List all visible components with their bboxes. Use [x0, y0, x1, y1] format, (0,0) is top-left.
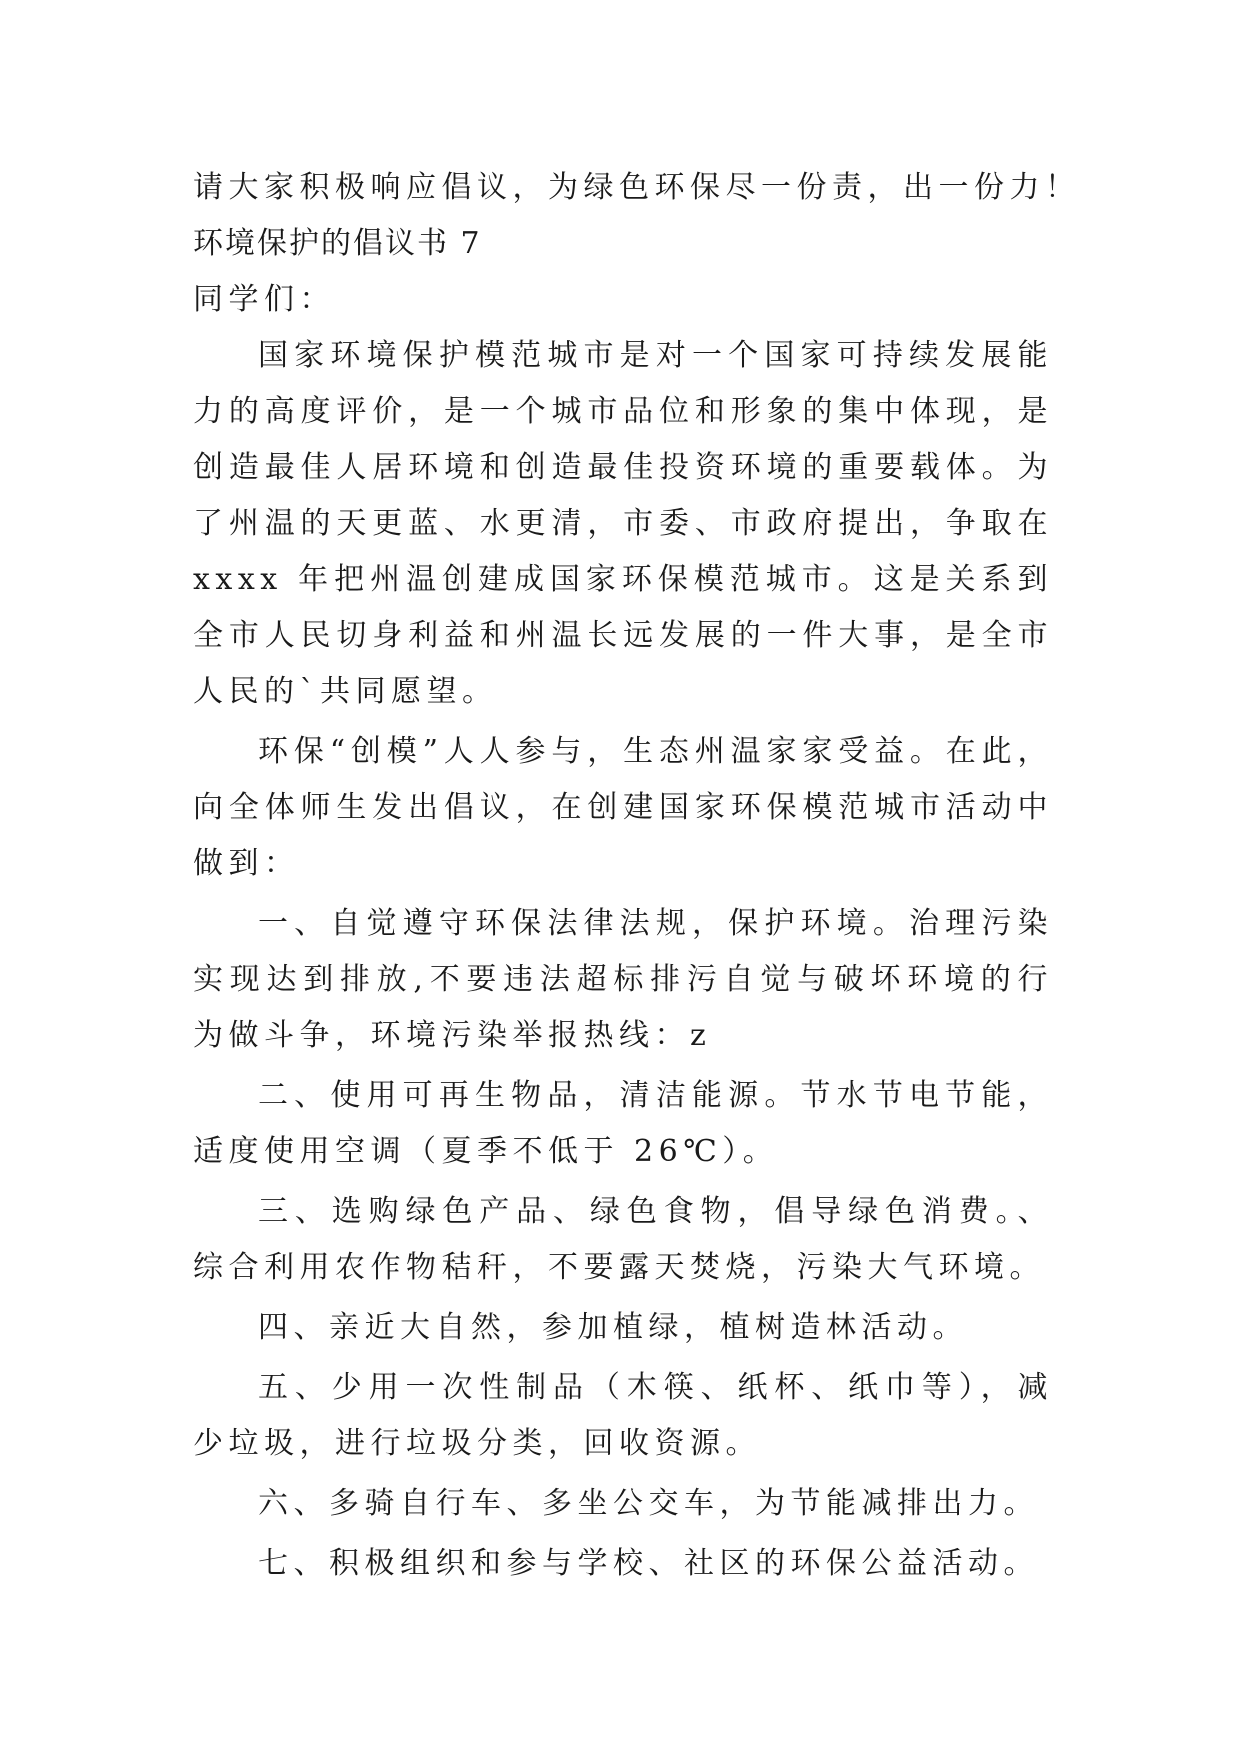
paragraph-item-4: 四、亲近大自然，参加植绿，植树造林活动。 [258, 1310, 968, 1345]
document-title: 环境保护的倡议书 7 [193, 226, 482, 261]
paragraph-item-6: 六、多骑自行车、多坐公交车，为节能减排出力。 [258, 1486, 1039, 1521]
paragraph-item-3: 三、选购绿色产品、绿色食物，倡导绿色消费。、综合利用农作物秸秆，不要露天焚烧，污染大气环境。 [193, 1194, 1053, 1285]
document-body [193, 160, 1081, 1592]
paragraph-item-1: 一、自觉遵守环保法律法规，保护环境。治理污染实现达到排放,不要违法超标排污自觉与破坏环境的行为做斗争，环境污染举报热线：z [193, 906, 1053, 1053]
paragraph-appeal: 环保“创模”人人参与，生态州温家家受益。在此，向全体师生发出倡议，在创建国家环保模范城市活动中做到： [193, 734, 1053, 881]
closing-appeal-line: 请大家积极响应倡议，为绿色环保尽一份责，出一份力！ [193, 170, 1081, 205]
salutation: 同学们： [193, 282, 335, 317]
paragraph-item-5: 五、少用一次性制品（木筷、纸杯、纸巾等），减少垃圾，进行垃圾分类，回收资源。 [193, 1370, 1053, 1461]
paragraph-item-7: 七、积极组织和参与学校、社区的环保公益活动。 [258, 1546, 1039, 1581]
paragraph-intro: 国家环境保护模范城市是对一个国家可持续发展能力的高度评价，是一个城市品位和形象的集中体现，是创造最佳人居环境和创造最佳投资环境的重要载体。为了州温的天更蓝、水更清，市委、市政府提出，争取在 xxxx 年把州温创建成国家环保模范城市。这是关系到全市人民切身利益和州温长远发展的一件大事，是全市人民的`共同愿望。 [193, 338, 1053, 709]
paragraph-item-2: 二、使用可再生物品，清洁能源。节水节电节能，适度使用空调（夏季不低于 26℃）。 [193, 1078, 1053, 1169]
